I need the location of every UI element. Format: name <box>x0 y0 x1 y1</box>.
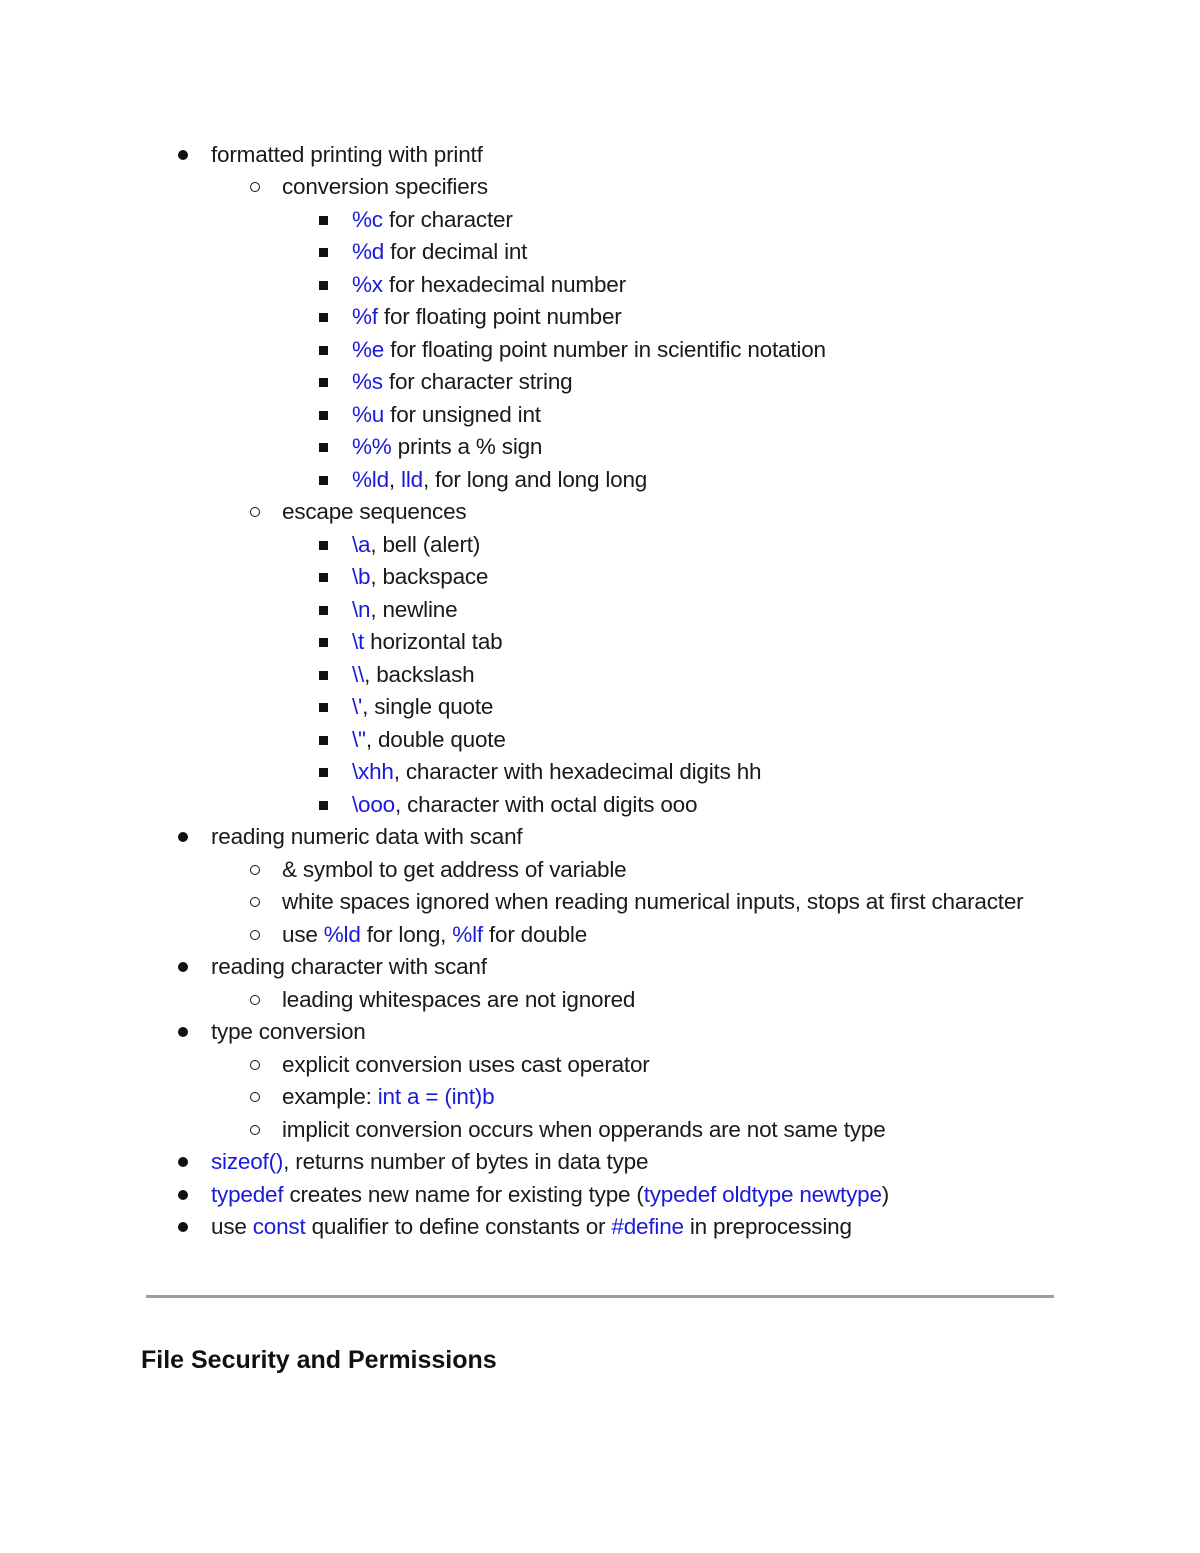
list-item-spec: %d for decimal int <box>352 236 527 268</box>
list-item-spec: %u for unsigned int <box>352 399 541 431</box>
list-item-type-conversion: type conversion <box>211 1016 366 1048</box>
list-item-sub: use %ld for long, %lf for double <box>282 919 587 951</box>
list-item-sub: white spaces ignored when reading numerical inputs, stops at first character <box>282 886 1023 918</box>
list-item-sub: implicit conversion occurs when opperands are not same type <box>282 1114 886 1146</box>
disc-bullet-icon <box>178 962 188 972</box>
disc-bullet-icon <box>178 832 188 842</box>
list-item-scanf-numeric: reading numeric data with scanf <box>211 821 522 853</box>
square-bullet-icon <box>319 768 328 777</box>
list-item-typedef: typedef creates new name for existing type (typedef oldtype newtype) <box>211 1179 889 1211</box>
square-bullet-icon <box>319 703 328 712</box>
list-item-escape: \", double quote <box>352 724 506 756</box>
circle-bullet-icon <box>250 897 260 907</box>
circle-bullet-icon <box>250 995 260 1005</box>
list-item-spec: %c for character <box>352 204 513 236</box>
circle-bullet-icon <box>250 182 260 192</box>
list-item-escape: \b, backspace <box>352 561 488 593</box>
list-item-sub: explicit conversion uses cast operator <box>282 1049 650 1081</box>
square-bullet-icon <box>319 216 328 225</box>
square-bullet-icon <box>319 671 328 680</box>
list-item-escape: \t horizontal tab <box>352 626 502 658</box>
disc-bullet-icon <box>178 1190 188 1200</box>
disc-bullet-icon <box>178 1027 188 1037</box>
square-bullet-icon <box>319 638 328 647</box>
square-bullet-icon <box>319 378 328 387</box>
square-bullet-icon <box>319 541 328 550</box>
square-bullet-icon <box>319 248 328 257</box>
disc-bullet-icon <box>178 150 188 160</box>
list-item-spec: %s for character string <box>352 366 572 398</box>
circle-bullet-icon <box>250 1092 260 1102</box>
square-bullet-icon <box>319 346 328 355</box>
list-item-sub: example: int a = (int)b <box>282 1081 494 1113</box>
list-item-const: use const qualifier to define constants or #define in preprocessing <box>211 1211 852 1243</box>
circle-bullet-icon <box>250 507 260 517</box>
square-bullet-icon <box>319 476 328 485</box>
list-item-escape: \\, backslash <box>352 659 474 691</box>
square-bullet-icon <box>319 573 328 582</box>
list-item-sub: & symbol to get address of variable <box>282 854 626 886</box>
circle-bullet-icon <box>250 1125 260 1135</box>
list-item-escape: \', single quote <box>352 691 493 723</box>
list-item-spec: %f for floating point number <box>352 301 622 333</box>
square-bullet-icon <box>319 281 328 290</box>
list-item-scanf-char: reading character with scanf <box>211 951 487 983</box>
list-item-escape: \n, newline <box>352 594 457 626</box>
list-item-printf: formatted printing with printf <box>211 139 483 171</box>
disc-bullet-icon <box>178 1157 188 1167</box>
list-item-escape-sequences: escape sequences <box>282 496 466 528</box>
list-item-escape: \a, bell (alert) <box>352 529 480 561</box>
square-bullet-icon <box>319 801 328 810</box>
list-item-sizeof: sizeof(), returns number of bytes in data type <box>211 1146 648 1178</box>
square-bullet-icon <box>319 411 328 420</box>
list-item-spec-long: %ld, lld, for long and long long <box>352 464 647 496</box>
list-item-spec: %x for hexadecimal number <box>352 269 626 301</box>
circle-bullet-icon <box>250 865 260 875</box>
horizontal-divider <box>146 1295 1054 1298</box>
disc-bullet-icon <box>178 1222 188 1232</box>
square-bullet-icon <box>319 606 328 615</box>
square-bullet-icon <box>319 443 328 452</box>
section-heading: File Security and Permissions <box>141 1346 497 1374</box>
circle-bullet-icon <box>250 930 260 940</box>
list-item-escape: \xhh, character with hexadecimal digits hh <box>352 756 761 788</box>
list-item-spec: %e for floating point number in scientific notation <box>352 334 826 366</box>
list-item-spec: %% prints a % sign <box>352 431 542 463</box>
list-item-sub: leading whitespaces are not ignored <box>282 984 635 1016</box>
circle-bullet-icon <box>250 1060 260 1070</box>
square-bullet-icon <box>319 736 328 745</box>
square-bullet-icon <box>319 313 328 322</box>
list-item-escape: \ooo, character with octal digits ooo <box>352 789 697 821</box>
list-item-conversion-specifiers: conversion specifiers <box>282 171 488 203</box>
